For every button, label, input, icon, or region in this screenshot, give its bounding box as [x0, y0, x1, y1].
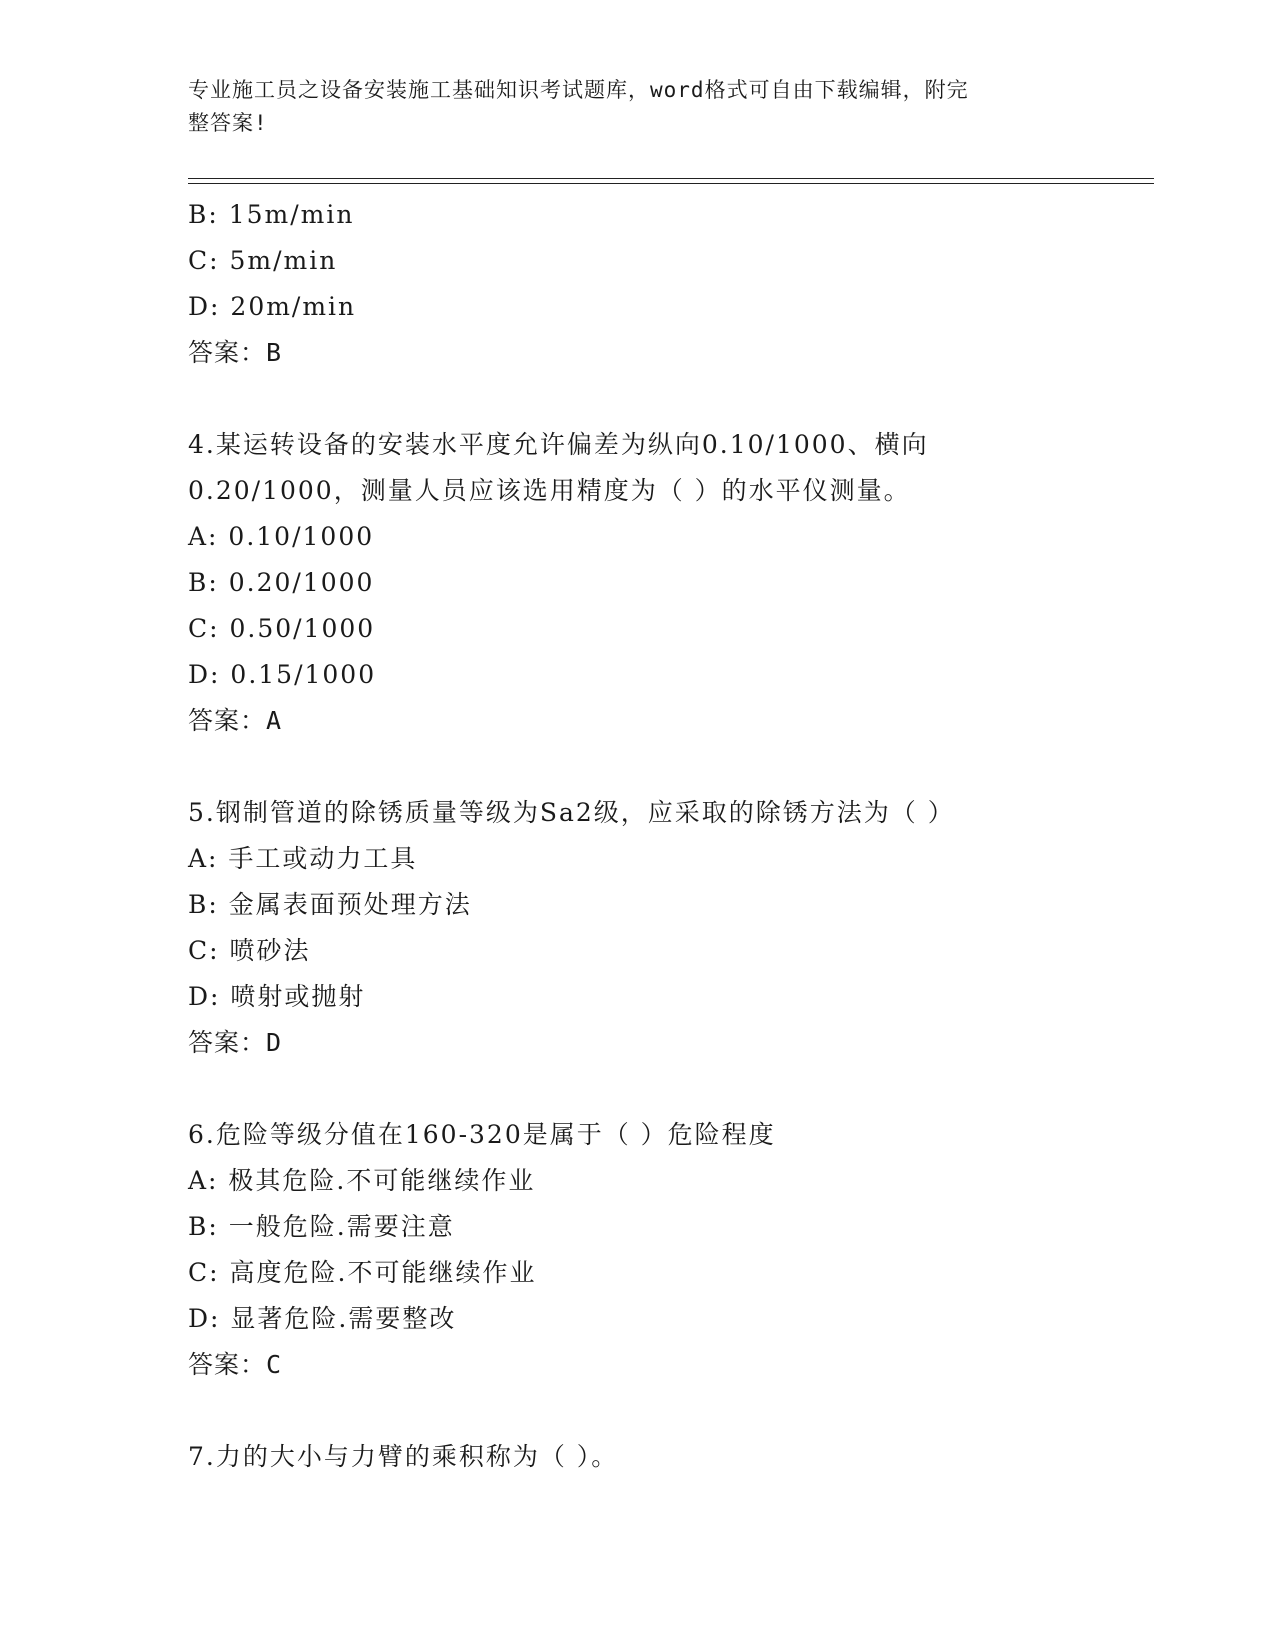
option-a: A: 0.10/1000	[188, 522, 375, 551]
question-stem: 5.钢制管道的除锈质量等级为Sa2级，应采取的除锈方法为（ ）	[188, 798, 955, 827]
option-b: B: 金属表面预处理方法	[188, 890, 472, 919]
option-b: B: 15m/min	[188, 200, 355, 229]
option-a: A: 极其危险.不可能继续作业	[188, 1166, 536, 1195]
header-rule-bottom	[188, 183, 1154, 184]
question-list	[188, 192, 1108, 1480]
header-rule-top	[188, 178, 1154, 179]
option-d: D: 20m/min	[188, 292, 357, 321]
header-line-1: 专业施工员之设备安装施工基础知识考试题库，word格式可自由下载编辑，附完	[188, 78, 969, 102]
spacer	[188, 1066, 1108, 1112]
document-header	[188, 74, 1068, 140]
answer: 答案：A	[188, 706, 283, 735]
option-a: A: 手工或动力工具	[188, 844, 418, 873]
question-stem: 6.危险等级分值在160-320是属于（ ）危险程度	[188, 1120, 776, 1149]
option-c: C: 高度危险.不可能继续作业	[188, 1258, 537, 1287]
option-d: D: 喷射或抛射	[188, 982, 366, 1011]
option-c: C: 0.50/1000	[188, 614, 376, 643]
spacer	[188, 376, 1108, 422]
question-stem: 7.力的大小与力臂的乘积称为（ ）。	[188, 1442, 619, 1471]
option-d: D: 0.15/1000	[188, 660, 377, 689]
option-b: B: 0.20/1000	[188, 568, 375, 597]
header-line-2: 整答案!	[188, 111, 268, 135]
option-b: B: 一般危险.需要注意	[188, 1212, 455, 1241]
question-stem-continued: 0.20/1000，测量人员应该选用精度为（ ）的水平仪测量。	[188, 476, 911, 505]
spacer	[188, 744, 1108, 790]
question-stem: 4.某运转设备的安装水平度允许偏差为纵向0.10/1000、横向	[188, 430, 929, 459]
option-c: C: 5m/min	[188, 246, 338, 275]
answer: 答案：B	[188, 338, 283, 367]
spacer	[188, 1388, 1108, 1434]
answer: 答案：C	[188, 1350, 283, 1379]
option-c: C: 喷砂法	[188, 936, 311, 965]
option-d: D: 显著危险.需要整改	[188, 1304, 457, 1333]
answer: 答案：D	[188, 1028, 283, 1057]
